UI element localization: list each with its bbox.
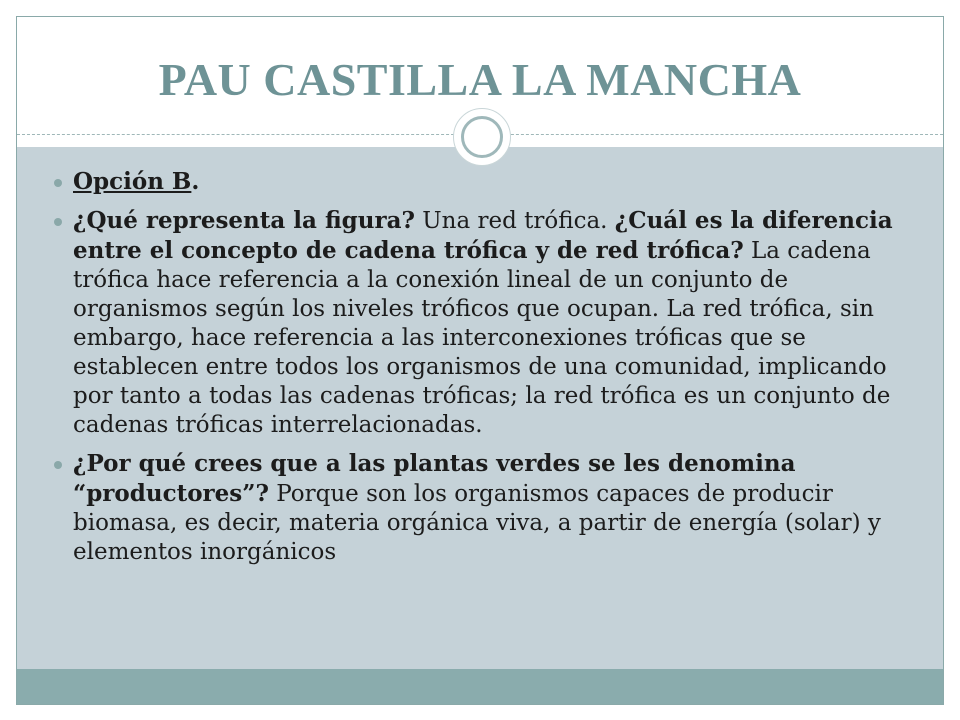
- bullet-option: [53, 167, 923, 197]
- bullet-productores: [53, 449, 923, 567]
- answer-figura: Una red trófica.: [414, 208, 615, 234]
- option-period: .: [191, 168, 200, 195]
- bullet-dot-icon: [54, 461, 62, 469]
- question-diferencia: ¿Cuál es la diferencia entre el concepto de cadena trófica y de red trófica?: [73, 207, 893, 264]
- bullet-dot-icon: [54, 218, 62, 226]
- slide-title: PAU CASTILLA LA MANCHA: [158, 54, 802, 105]
- circle-ornament-inner: [461, 116, 503, 158]
- question-figura: ¿Qué representa la figura?: [73, 207, 415, 234]
- answer-diferencia: La cadena trófica hace referencia a la conexión lineal de un conjunto de organismos según los niveles tróficos que ocupan. La red trófica, sin embargo, hace referencia a las interconexiones tróficas que se establecen entre todos los organismos de una comunidad, implicando por tanto a todas las cadenas tróficas; la red trófica es un conjunto de cadenas tróficas interrelacionadas.: [73, 238, 891, 438]
- answer-productores: Porque son los organismos capaces de producir biomasa, es decir, materia orgánica viva, a partir de energía (solar) y elementos inorgánicos: [73, 481, 881, 565]
- slide: [16, 16, 944, 705]
- option-label: Opción B: [73, 168, 192, 195]
- footer-band: [17, 669, 943, 704]
- question-productores: ¿Por qué crees que a las plantas verdes se les denomina “productores”?: [73, 450, 796, 507]
- bullet-red-trofica: [53, 206, 923, 440]
- bullet-dot-icon: [54, 179, 62, 187]
- bullet-list: [53, 167, 923, 576]
- circle-ornament-icon: [453, 108, 511, 166]
